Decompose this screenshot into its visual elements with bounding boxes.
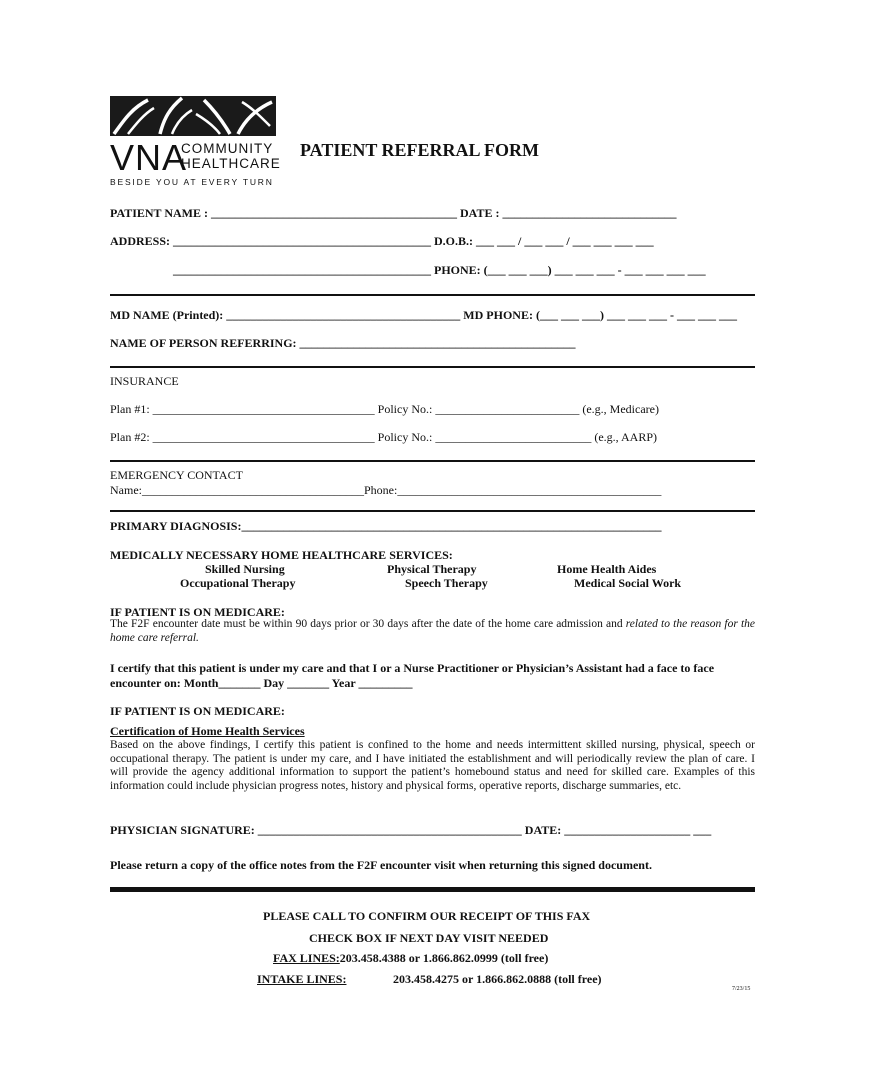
- plan1-row[interactable]: Plan #1: _____________________________________ Policy No.: ________________________ (e.g., Medicare): [110, 402, 659, 416]
- intake-label: INTAKE LINES:: [257, 972, 347, 986]
- thick-divider: [110, 887, 755, 892]
- patient-name-row[interactable]: PATIENT NAME : _________________________________________ DATE : _____________________________: [110, 206, 677, 220]
- intake-numbers: 203.458.4275 or 1.866.862.0888 (toll free): [393, 972, 602, 986]
- divider: [110, 366, 755, 368]
- service-home-health-aides[interactable]: Home Health Aides: [557, 562, 657, 576]
- fax-lines: FAX LINES:203.458.4388 or 1.866.862.0999 (toll free): [273, 951, 549, 965]
- medicare-heading: IF PATIENT IS ON MEDICARE:: [110, 605, 285, 619]
- emergency-row[interactable]: Name:_____________________________________Phone:____________________________________________: [110, 483, 662, 497]
- footer-next-day: CHECK BOX IF NEXT DAY VISIT NEEDED: [309, 931, 549, 945]
- form-title: PATIENT REFERRAL FORM: [300, 140, 540, 160]
- divider: [110, 294, 755, 296]
- diagnosis-row[interactable]: PRIMARY DIAGNOSIS:______________________________________________________________________: [110, 519, 662, 533]
- referrer-row[interactable]: NAME OF PERSON REFERRING: ______________________________________________: [110, 336, 576, 350]
- service-speech-therapy[interactable]: Speech Therapy: [405, 576, 488, 590]
- logo-line-community: COMMUNITY: [181, 141, 274, 156]
- service-occupational-therapy[interactable]: Occupational Therapy: [180, 576, 296, 590]
- certification-subheading: Certification of Home Health Services: [110, 724, 305, 738]
- certify-line: I certify that this patient is under my care and that I or a Nurse Practitioner or Physician’s Assistant had a face to face: [110, 661, 715, 675]
- certification-text: Based on the above findings, I certify this patient is confined to the home and needs intermittent skilled nursing, physical, speech or occupational therapy. The patient is under my care, and I have initiated the establishment and will periodically review the plan of care. I will provide the agency additional information to support the patient’s homebound status and need for skilled care. Examples of this information could include physician progress notes, history and physical forms, operative reports, discharge summaries, etc.: [110, 739, 755, 792]
- divider: [110, 460, 755, 462]
- f2f-requirement-text: The F2F encounter date must be within 90 days prior or 30 days after the date of the home care admission and related to the reason for the home care referral.: [110, 618, 755, 644]
- md-name-row[interactable]: MD NAME (Printed): _______________________________________ MD PHONE: (___ ___ ___) ___ ___ ___ - ___ ___ ___: [110, 308, 737, 322]
- encounter-date-row[interactable]: encounter on: Month_______ Day _______ Year _________: [110, 676, 413, 690]
- plan2-row[interactable]: Plan #2: _____________________________________ Policy No.: __________________________ (e.g., AARP): [110, 430, 658, 444]
- return-note: Please return a copy of the office notes from the F2F encounter visit when returning this signed document.: [110, 858, 652, 872]
- medicare-heading-2: IF PATIENT IS ON MEDICARE:: [110, 704, 285, 718]
- emergency-heading: EMERGENCY CONTACT: [110, 468, 243, 482]
- vna-wave-logo-icon: [110, 96, 276, 136]
- service-medical-social-work[interactable]: Medical Social Work: [574, 576, 682, 590]
- footer-confirm: PLEASE CALL TO CONFIRM OUR RECEIPT OF THIS FAX: [263, 909, 591, 923]
- service-skilled-nursing[interactable]: Skilled Nursing: [205, 562, 285, 576]
- service-physical-therapy[interactable]: Physical Therapy: [387, 562, 477, 576]
- insurance-heading: INSURANCE: [110, 374, 179, 388]
- signature-row[interactable]: PHYSICIAN SIGNATURE: ____________________________________________ DATE: _____________________ ___: [110, 823, 712, 837]
- address-row[interactable]: ADDRESS: ___________________________________________ D.O.B.: ___ ___ / ___ ___ / ___ ___ ___ ___: [110, 234, 654, 248]
- phone-row[interactable]: ___________________________________________ PHONE: (___ ___ ___) ___ ___ ___ - ___ ___ ___ ___: [173, 263, 706, 277]
- divider: [110, 510, 755, 512]
- services-heading: MEDICALLY NECESSARY HOME HEALTHCARE SERVICES:: [110, 548, 453, 562]
- logo-line-healthcare: HEALTHCARE: [181, 156, 281, 171]
- logo-tagline: BESIDE YOU AT EVERY TURN: [110, 177, 274, 187]
- form-version: 7/23/15: [732, 986, 751, 992]
- logo-brand: VNA: [110, 137, 188, 178]
